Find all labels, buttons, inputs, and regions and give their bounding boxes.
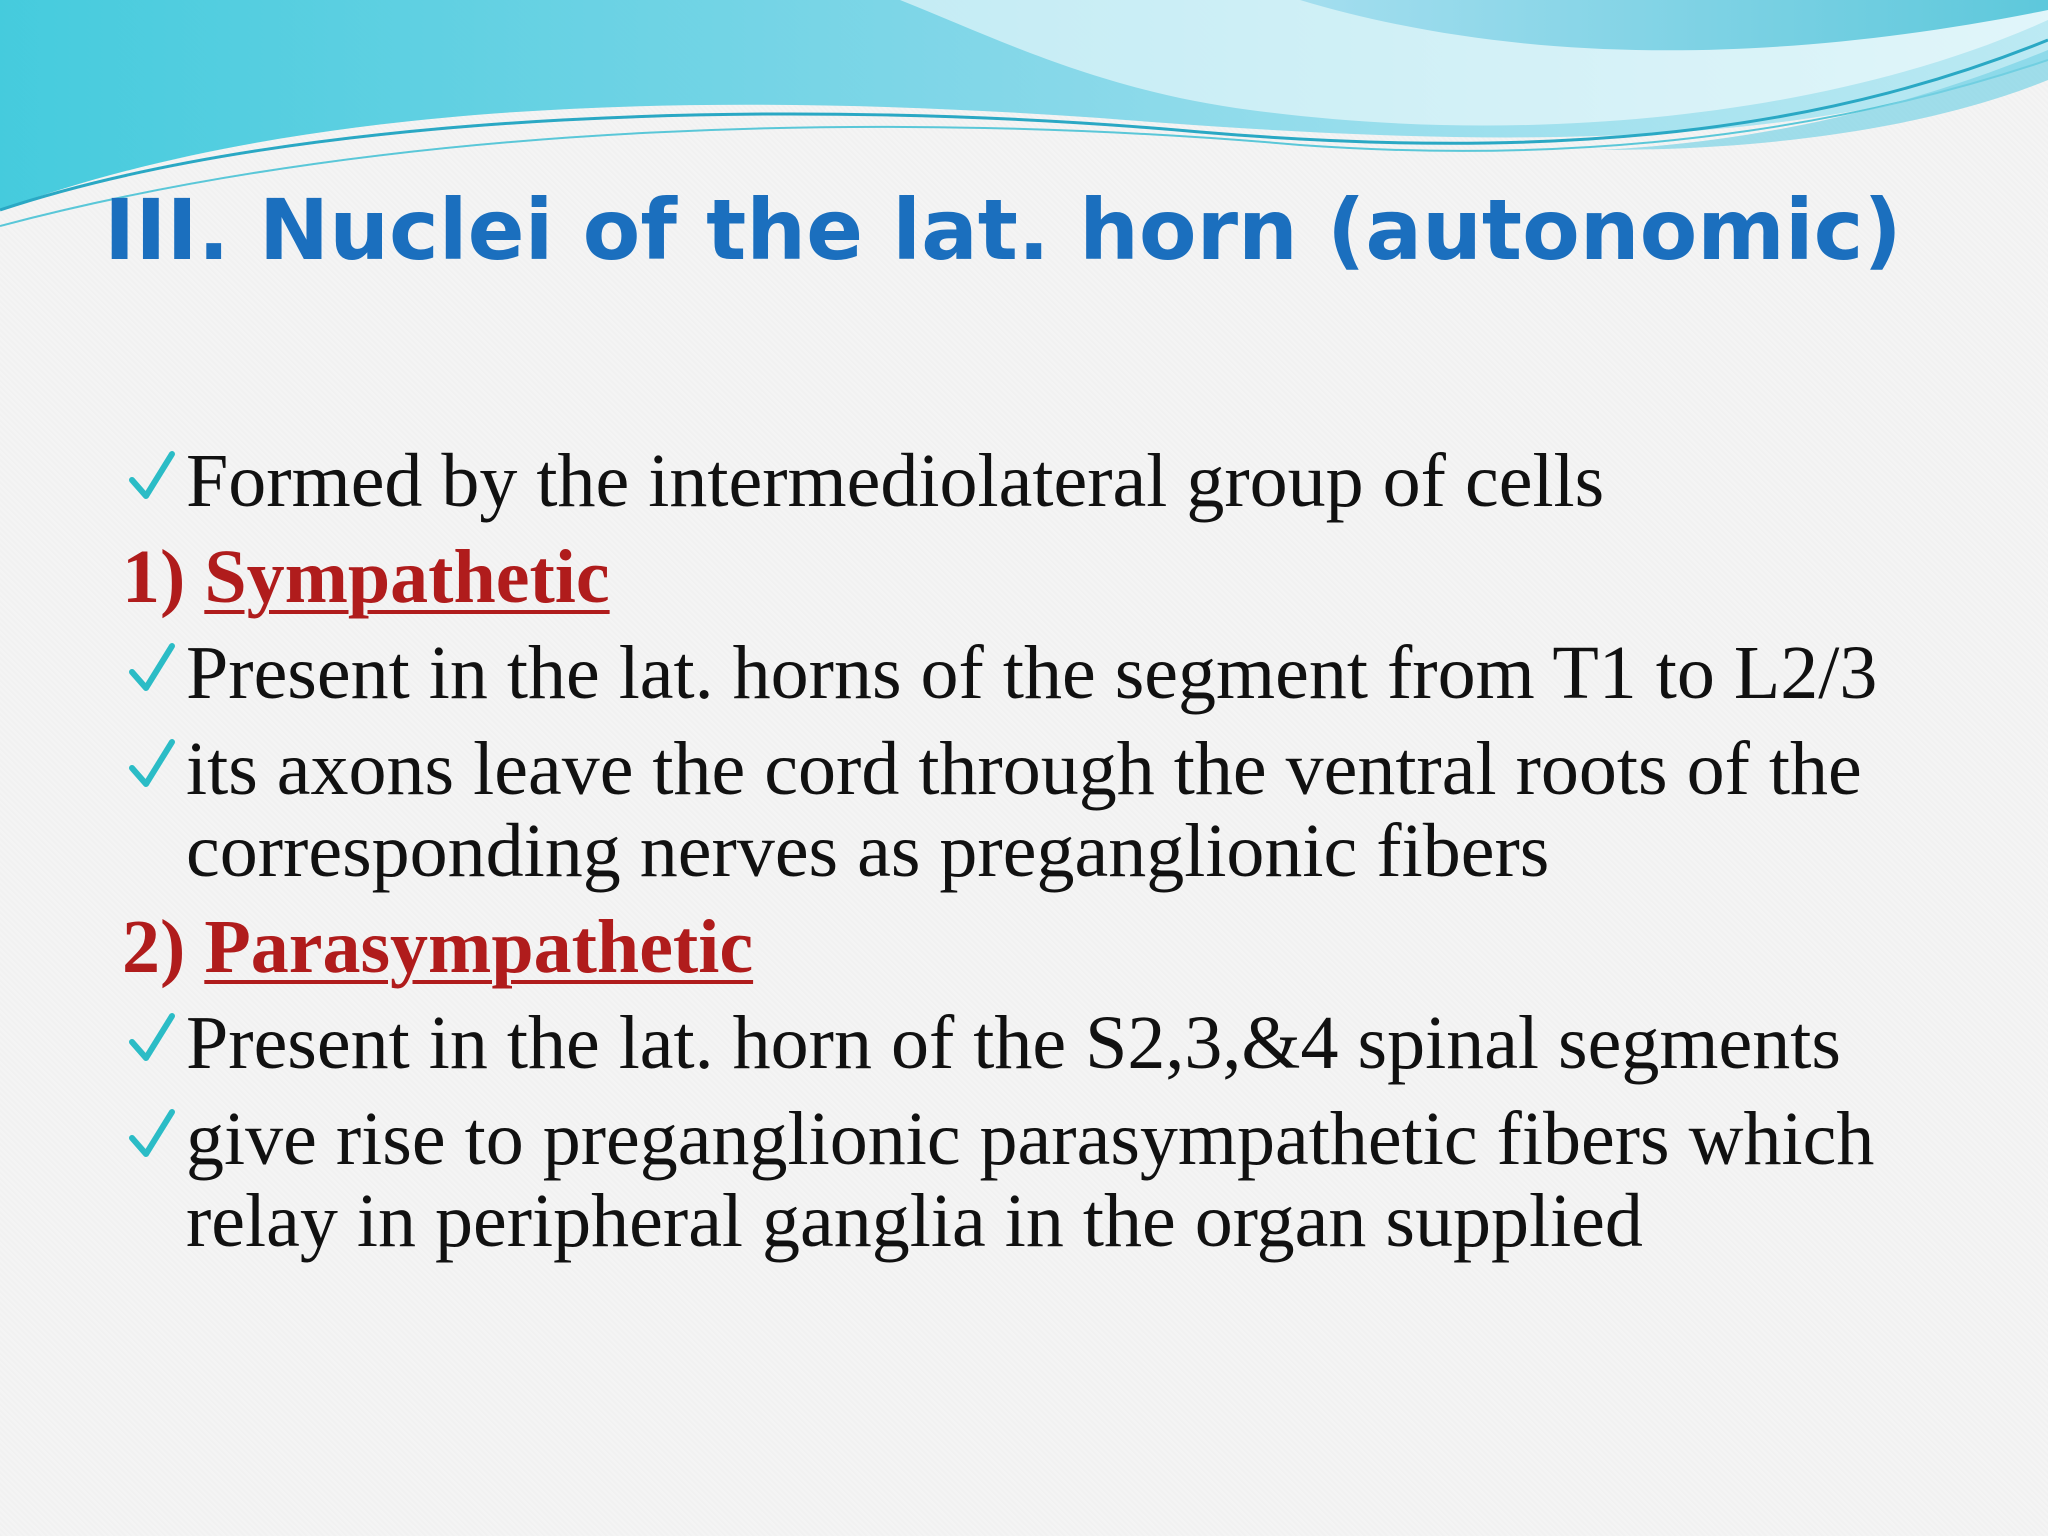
slide-content [122,440,2002,1276]
section-heading-parasympathetic [122,906,2002,988]
bullet-item [122,440,2002,522]
heading-number: 2) [122,905,186,989]
bullet-text: Formed by the intermediolateral group of cells [186,439,1605,523]
check-icon [126,638,178,698]
check-icon [126,1104,178,1164]
slide-title: III. Nuclei of the lat. horn (autonomic) [104,181,1902,279]
check-icon [126,1008,178,1068]
bullet-text: its axons leave the cord through the ventral roots of the corresponding nerves as preganglionic fibers [186,727,1862,893]
heading-label: Parasympathetic [204,905,754,989]
bullet-item [122,728,2002,892]
bullet-item [122,632,2002,714]
bullet-item [122,1002,2002,1084]
check-icon [126,734,178,794]
check-icon [126,446,178,506]
bullet-text: give rise to preganglionic parasympathetic fibers which relay in peripheral ganglia in the organ supplied [186,1097,1875,1263]
heading-label: Sympathetic [204,535,610,619]
section-heading-sympathetic [122,536,2002,618]
bullet-text: Present in the lat. horns of the segment from T1 to L2/3 [186,631,1878,715]
heading-number: 1) [122,535,186,619]
bullet-item [122,1098,2002,1262]
bullet-text: Present in the lat. horn of the S2,3,&4 spinal segments [186,1001,1841,1085]
